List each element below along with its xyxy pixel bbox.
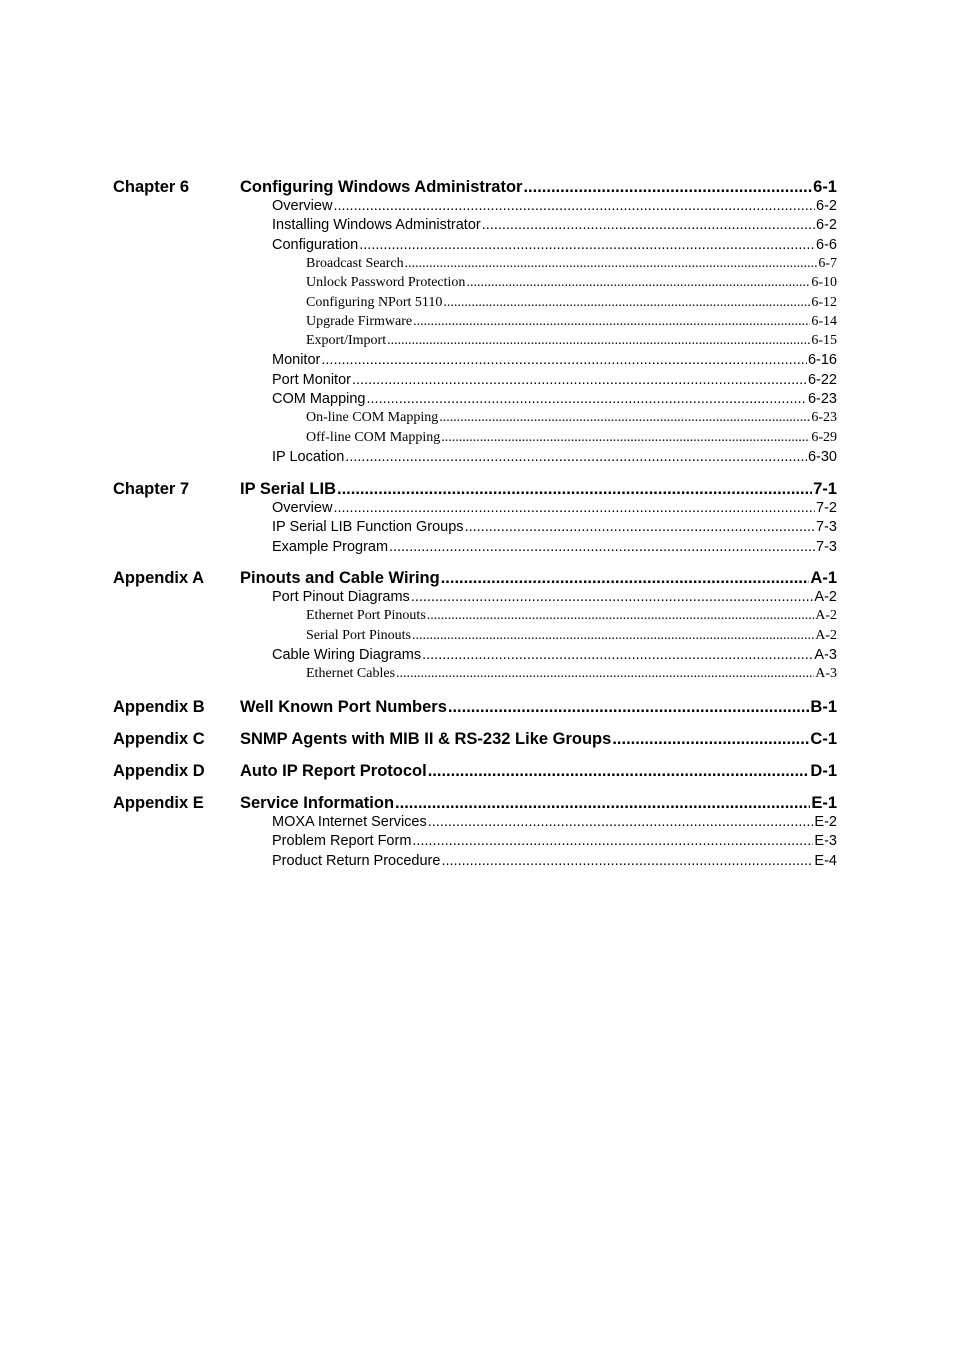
toc-entry[interactable] (240, 480, 837, 499)
toc-page-number: 6-15 (811, 333, 837, 349)
toc-entry[interactable] (240, 698, 837, 717)
dot-leader (428, 762, 810, 781)
toc-entry[interactable] (272, 539, 837, 555)
toc-entry[interactable] (306, 333, 837, 349)
toc-page-number: 6-22 (807, 371, 837, 388)
dot-leader (482, 217, 815, 233)
toc-entry-title: Example Program (272, 538, 389, 555)
dot-leader (395, 794, 810, 813)
toc-page-number: 6-16 (807, 352, 837, 369)
toc-page-number: 6-10 (811, 275, 837, 291)
section-label: Appendix E (113, 794, 204, 812)
toc-entry[interactable] (306, 666, 837, 682)
toc-entry-title: Auto IP Report Protocol (240, 762, 427, 780)
toc-entry[interactable] (272, 352, 837, 368)
toc-page-number: A-3 (815, 666, 837, 682)
toc-entry[interactable] (306, 314, 837, 330)
dot-leader (465, 519, 815, 535)
toc-page-number: 7-3 (816, 538, 837, 555)
toc-entry[interactable] (306, 410, 837, 426)
toc-entry-title: Off-line COM Mapping (306, 429, 441, 445)
dot-leader (422, 647, 813, 663)
dot-leader (412, 833, 813, 849)
toc-entry-title: Port Monitor (272, 371, 351, 388)
toc-entry-title: Configuring NPort 5110 (306, 294, 443, 310)
toc-entry-title: Port Pinout Diagrams (272, 589, 410, 605)
toc-entry[interactable] (306, 275, 837, 291)
dot-leader (412, 628, 814, 644)
toc-entry[interactable] (306, 256, 837, 272)
toc-entry[interactable] (272, 217, 837, 233)
dot-leader (387, 333, 810, 349)
section-label: Appendix B (113, 698, 205, 716)
dot-leader (411, 589, 814, 605)
toc-page-number: D-1 (810, 762, 837, 780)
toc-entry[interactable] (272, 449, 837, 465)
dot-leader (427, 608, 814, 624)
toc-entry-title: Service Information (240, 794, 395, 812)
toc-page-number: A-2 (814, 589, 837, 605)
toc-entry[interactable] (306, 628, 837, 644)
toc-entry[interactable] (306, 608, 837, 624)
toc-page-number: C-1 (810, 730, 837, 748)
dot-leader (413, 314, 810, 330)
toc-page-number: 6-2 (816, 198, 837, 214)
section-label: Chapter 6 (113, 178, 190, 196)
dot-leader (443, 295, 810, 311)
dot-leader (466, 275, 810, 291)
toc-page-number: A-1 (810, 569, 837, 587)
toc-page-number: A-2 (815, 627, 837, 643)
toc-entry-title: Unlock Password Protection (306, 275, 466, 291)
toc-entry[interactable] (272, 853, 837, 869)
toc-page-number: 7-3 (816, 519, 837, 536)
toc-entry-title: Export/Import (306, 333, 387, 349)
toc-page-number: 6-1 (813, 178, 837, 196)
toc-entry-title: Product Return Procedure (272, 852, 441, 869)
toc-entry-title: Overview (272, 500, 333, 516)
toc-page-number: 6-6 (816, 236, 837, 253)
dot-leader (396, 666, 814, 682)
toc-page-number: 6-2 (816, 217, 837, 234)
toc-entry-title: Overview (272, 198, 333, 214)
toc-entry-title: Installing Windows Administrator (272, 217, 481, 234)
toc-entry-title: Ethernet Cables (306, 666, 396, 682)
toc-page-number: E-2 (814, 814, 837, 830)
toc-page-number: A-3 (814, 646, 837, 663)
toc-entry[interactable] (272, 500, 837, 516)
toc-entry-title: COM Mapping (272, 391, 366, 407)
toc-entry-title: On-line COM Mapping (306, 410, 439, 426)
toc-page-number: 6-12 (811, 294, 837, 310)
dot-leader (333, 500, 815, 516)
dot-leader (366, 391, 806, 407)
toc-page-number: E-1 (811, 794, 837, 812)
dot-leader (612, 730, 809, 749)
toc-page-number: A-2 (815, 608, 837, 624)
toc-page-number: 6-23 (811, 410, 837, 426)
dot-leader (523, 178, 812, 197)
toc-entry-title: Configuring Windows Administrator (240, 178, 523, 196)
toc-entry-title: Upgrade Firmware (306, 313, 413, 329)
toc-entry[interactable] (240, 178, 837, 197)
toc-entry[interactable] (240, 794, 837, 813)
toc-entry-title: IP Serial LIB Function Groups (272, 519, 464, 536)
dot-leader (428, 814, 814, 830)
toc-page-number: 7-2 (816, 500, 837, 516)
toc-entry-title: Configuration (272, 236, 359, 253)
toc-entry-title: Pinouts and Cable Wiring (240, 569, 440, 587)
toc-page-number: 6-23 (807, 391, 837, 407)
section-label: Appendix A (113, 569, 205, 587)
toc-entry[interactable] (272, 589, 837, 605)
toc-page-number: 6-30 (807, 448, 837, 465)
section-label: Chapter 7 (113, 480, 190, 498)
dot-leader (405, 256, 818, 272)
toc-entry-title: Serial Port Pinouts (306, 627, 412, 643)
dot-leader (441, 430, 810, 446)
toc-page-number: E-4 (814, 852, 837, 869)
dot-leader (337, 480, 812, 499)
toc-page-number: E-3 (814, 833, 837, 850)
dot-leader (439, 410, 810, 426)
toc-entry[interactable] (272, 237, 837, 253)
section-label: Appendix D (113, 762, 205, 780)
dot-leader (448, 698, 810, 717)
toc-page-number: 6-29 (811, 429, 837, 445)
toc-entry-title: IP Serial LIB (240, 480, 336, 498)
dot-leader (441, 569, 810, 588)
toc-entry[interactable] (272, 372, 837, 388)
toc-entry-title: Well Known Port Numbers (240, 698, 447, 716)
toc-entry[interactable] (272, 519, 837, 535)
toc-entry-title: IP Location (272, 448, 345, 465)
toc-entry[interactable] (272, 647, 837, 663)
toc-entry[interactable] (272, 391, 837, 407)
toc-entry[interactable] (240, 762, 837, 781)
section-label: Appendix C (113, 730, 205, 748)
toc-entry-title: MOXA Internet Services (272, 814, 427, 830)
dot-leader (321, 352, 807, 368)
toc-page-number: 6-14 (811, 313, 837, 329)
toc-entry-title: SNMP Agents with MIB II & RS-232 Like Groups (240, 730, 612, 748)
toc-entry[interactable] (272, 833, 837, 849)
toc-entry-title: Ethernet Port Pinouts (306, 608, 426, 624)
toc-entry[interactable] (306, 430, 837, 446)
dot-leader (352, 372, 807, 388)
toc-entry-title: Monitor (272, 352, 321, 369)
toc-entry[interactable] (272, 814, 837, 830)
toc-page-number: B-1 (810, 698, 837, 716)
toc-entry[interactable] (240, 730, 837, 749)
toc-entry-title: Problem Report Form (272, 833, 412, 850)
toc-entry-title: Cable Wiring Diagrams (272, 646, 422, 663)
toc-page-number: 6-7 (818, 255, 837, 271)
toc-entry[interactable] (272, 198, 837, 214)
toc-page-number: 7-1 (813, 480, 837, 498)
toc-entry[interactable] (306, 295, 837, 311)
dot-leader (345, 449, 807, 465)
dot-leader (389, 539, 815, 555)
dot-leader (333, 198, 815, 214)
toc-entry-title: Broadcast Search (306, 255, 404, 271)
dot-leader (441, 853, 813, 869)
toc-entry[interactable] (240, 569, 837, 588)
dot-leader (359, 237, 815, 253)
